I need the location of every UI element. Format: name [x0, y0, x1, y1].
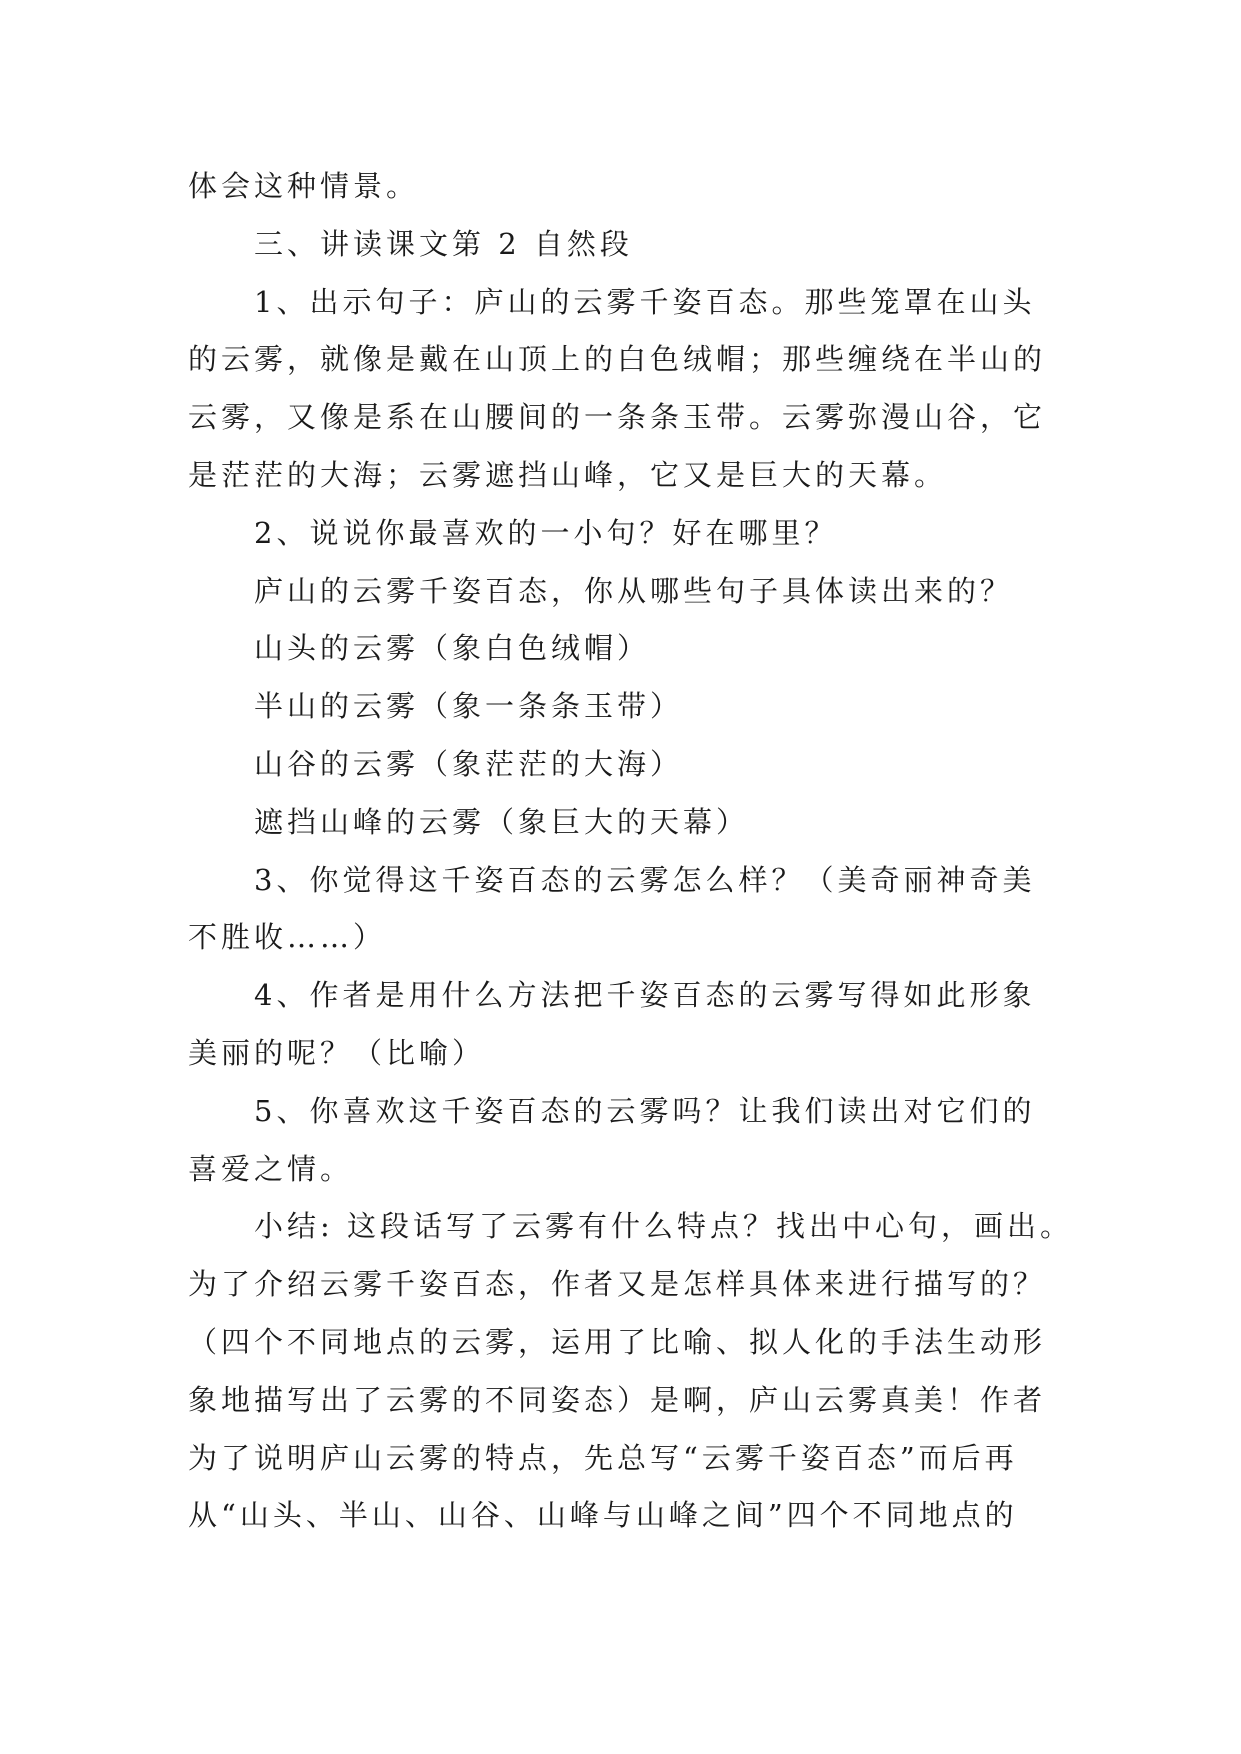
paragraph-intro-end: [188, 158, 1054, 216]
text-line: 4、作者是用什么方法把千姿百态的云雾写得如此形象: [254, 978, 1036, 1013]
text-line: 庐山的云雾千姿百态，你从哪些句子具体读出来的？: [254, 573, 1014, 608]
paragraph-summary: [188, 1198, 1073, 1545]
text-line: 美丽的呢？（比喻）: [188, 1035, 486, 1070]
paragraph-example-3: [188, 736, 1054, 794]
text-line: 3、你觉得这千姿百态的云雾怎么样？（美奇丽神奇美: [254, 862, 1036, 897]
text-line: 半山的云雾（象一条条玉带）: [254, 689, 684, 724]
text-line: 喜爱之情。: [188, 1151, 354, 1186]
paragraph-example-2: [188, 678, 1054, 736]
text-line: 是茫茫的大海；云雾遮挡山峰，它又是巨大的天幕。: [188, 457, 948, 492]
section-heading: [188, 216, 1054, 274]
text-line: 5、你喜欢这千姿百态的云雾吗？让我们读出对它们的: [254, 1093, 1036, 1128]
text-line: 云雾，又像是系在山腰间的一条条玉带。云雾弥漫山谷，它: [188, 400, 1047, 435]
paragraph-item-3: [188, 852, 1054, 968]
text-line: 1、出示句子：庐山的云雾千姿百态。那些笼罩在山头: [254, 284, 1036, 319]
text-line: 为了说明庐山云雾的特点，先总写“云雾千姿百态”而后再: [188, 1440, 1018, 1475]
text-line: 象地描写出了云雾的不同姿态）是啊，庐山云雾真美！作者: [188, 1382, 1047, 1417]
text-line: 的云雾，就像是戴在山顶上的白色绒帽；那些缠绕在半山的: [188, 342, 1047, 377]
paragraph-example-1: [188, 620, 1054, 678]
text-line: 三、讲读课文第 2 自然段: [254, 226, 633, 261]
text-line: 为了介绍云雾千姿百态，作者又是怎样具体来进行描写的？: [188, 1267, 1047, 1302]
paragraph-item-2: [188, 505, 1054, 563]
text-line: 山头的云雾（象白色绒帽）: [254, 631, 651, 666]
document-body: [188, 158, 1073, 1545]
paragraph-item-5: [188, 1083, 1054, 1199]
text-line: 2、说说你最喜欢的一小句？好在哪里？: [254, 515, 838, 550]
text-line: 遮挡山峰的云雾（象巨大的天幕）: [254, 804, 750, 839]
text-line: 从“山头、半山、山谷、山峰与山峰之间”四个不同地点的: [188, 1498, 1018, 1533]
paragraph-question: [188, 563, 1054, 621]
text-line: （四个不同地点的云雾，运用了比喻、拟人化的手法生动形: [188, 1324, 1047, 1359]
text-line: 不胜收……）: [188, 920, 387, 955]
text-line: 小结: 这段话写了云雾有什么特点？找出中心句，画出。: [254, 1209, 1073, 1244]
text-line: 体会这种情景。: [188, 169, 420, 203]
text-line: 山谷的云雾（象茫茫的大海）: [254, 746, 684, 781]
paragraph-example-4: [188, 794, 1054, 852]
paragraph-item-4: [188, 967, 1054, 1083]
paragraph-item-1: [188, 274, 1054, 505]
